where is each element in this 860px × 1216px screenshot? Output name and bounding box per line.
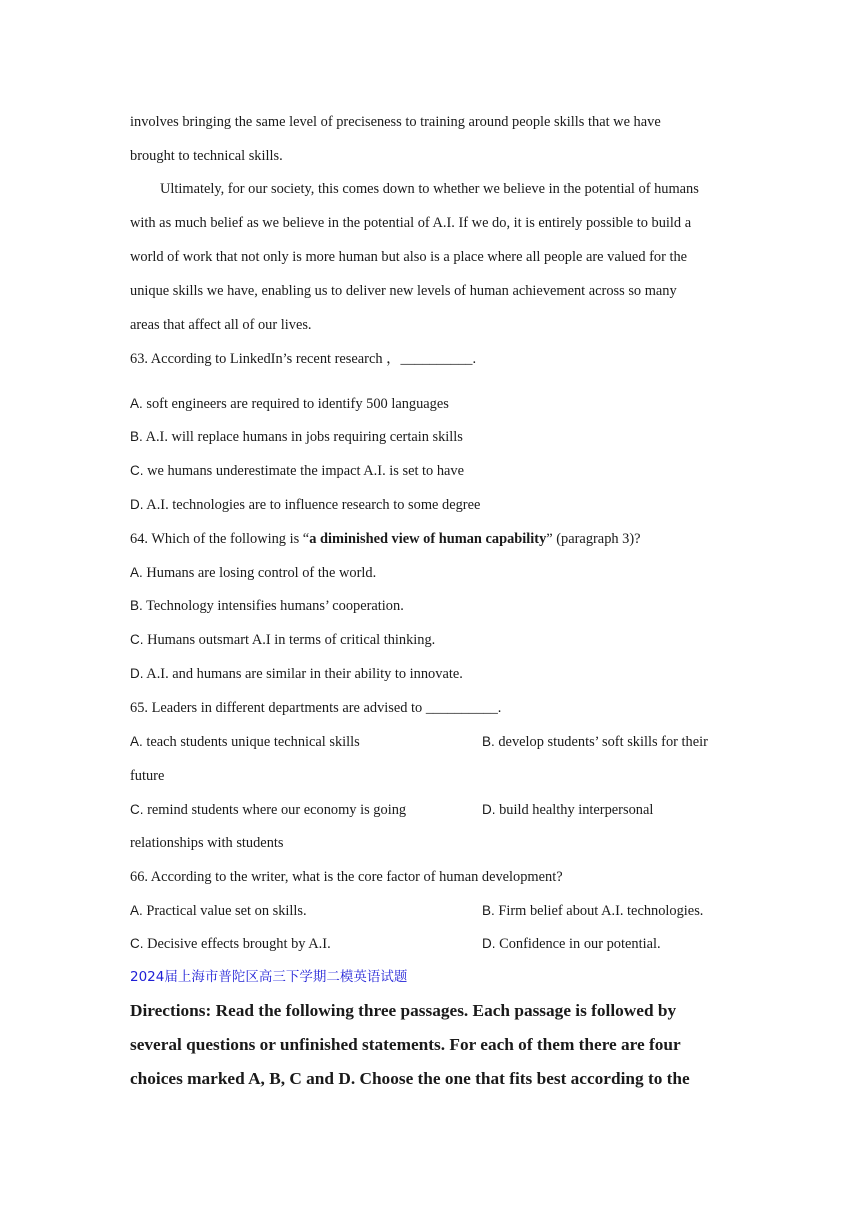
passage-line: Ultimately, for our society, this comes down to whether we believe in the potential of humans — [160, 181, 699, 197]
option-text: Humans outsmart A.I in terms of critical thinking. — [143, 632, 436, 648]
option-text: Confidence in our potential. — [495, 936, 661, 952]
option-letter: C. — [130, 632, 144, 647]
question-65-option-c[interactable] — [130, 801, 406, 819]
question-65-option-b-continued: future — [130, 768, 165, 784]
question-66-option-b[interactable] — [482, 902, 703, 920]
option-letter: A. — [130, 396, 143, 411]
option-letter: D. — [130, 497, 144, 512]
option-letter: C. — [130, 802, 144, 817]
option-text: A.I. and humans are similar in their ability to innovate. — [143, 666, 463, 682]
option-text: soft engineers are required to identify 500 languages — [142, 396, 449, 412]
option-text: Practical value set on skills. — [142, 903, 307, 919]
question-64-option-d[interactable] — [130, 665, 463, 683]
directions-line: Directions: Read the following three passages. Each passage is followed by — [130, 1001, 677, 1020]
question-64-option-b[interactable] — [130, 597, 404, 615]
option-text: remind students where our economy is going — [143, 802, 407, 818]
question-65-option-d-continued: relationships with students — [130, 835, 284, 851]
question-64-stem — [130, 530, 641, 548]
stem-text: ” (paragraph 3)? — [546, 531, 641, 547]
option-letter: A. — [130, 903, 143, 918]
option-letter: D. — [482, 936, 496, 951]
option-text: A.I. technologies are to influence research to some degree — [143, 497, 481, 513]
option-letter: C. — [130, 463, 144, 478]
question-66-stem: 66. According to the writer, what is the core factor of human development? — [130, 869, 563, 885]
option-text: Decisive effects brought by A.I. — [143, 936, 331, 952]
stem-text: 64. Which of the following is “ — [130, 531, 310, 547]
question-64-option-c[interactable] — [130, 631, 435, 649]
option-letter: B. — [482, 734, 495, 749]
question-66-option-d[interactable] — [482, 935, 661, 953]
option-letter: D. — [130, 666, 144, 681]
question-65-option-d[interactable] — [482, 801, 653, 819]
option-letter: B. — [482, 903, 495, 918]
option-text: Technology intensifies humans’ cooperation. — [142, 598, 404, 614]
question-66-option-c[interactable] — [130, 935, 331, 953]
option-letter: C. — [130, 936, 144, 951]
question-64-option-a[interactable] — [130, 564, 376, 582]
passage-line: areas that affect all of our lives. — [130, 317, 312, 333]
question-65-stem: 65. Leaders in different departments are advised to __________. — [130, 700, 502, 716]
question-63-option-b[interactable] — [130, 428, 463, 446]
question-65-option-a[interactable] — [130, 733, 360, 751]
option-text: develop students’ soft skills for their — [494, 734, 708, 750]
option-letter: A. — [130, 734, 143, 749]
option-text: teach students unique technical skills — [142, 734, 360, 750]
question-63-stem: 63. According to LinkedIn’s recent research ，__________. — [130, 351, 477, 367]
passage-line: with as much belief as we believe in the potential of A.I. If we do, it is entirely possible to build a — [130, 215, 692, 231]
question-66-option-a[interactable] — [130, 902, 307, 920]
option-text: Firm belief about A.I. technologies. — [494, 903, 704, 919]
directions-line: choices marked A, B, C and D. Choose the one that fits best according to the — [130, 1069, 690, 1088]
question-65-option-b[interactable] — [482, 733, 708, 751]
option-letter: B. — [130, 429, 143, 444]
source-heading: 2024届上海市普陀区高三下学期二模英语试题 — [130, 969, 408, 985]
passage-line: involves bringing the same level of preciseness to training around people skills that we have — [130, 114, 661, 130]
stem-quoted-phrase: a diminished view of human capability — [309, 531, 547, 547]
option-text: Humans are losing control of the world. — [142, 565, 377, 581]
option-text: we humans underestimate the impact A.I. is set to have — [143, 463, 465, 479]
directions-line: several questions or unfinished statements. For each of them there are four — [130, 1035, 681, 1054]
question-63-option-d[interactable] — [130, 496, 480, 514]
question-63-option-a[interactable] — [130, 395, 449, 413]
passage-line: brought to technical skills. — [130, 148, 283, 164]
option-text: build healthy interpersonal — [495, 802, 654, 818]
option-letter: A. — [130, 565, 143, 580]
option-letter: D. — [482, 802, 496, 817]
passage-line: world of work that not only is more human but also is a place where all people are valued for the — [130, 249, 688, 265]
passage-line: unique skills we have, enabling us to deliver new levels of human achievement across so many — [130, 283, 677, 299]
option-text: A.I. will replace humans in jobs requiring certain skills — [142, 429, 463, 445]
option-letter: B. — [130, 598, 143, 613]
question-63-option-c[interactable] — [130, 462, 464, 480]
